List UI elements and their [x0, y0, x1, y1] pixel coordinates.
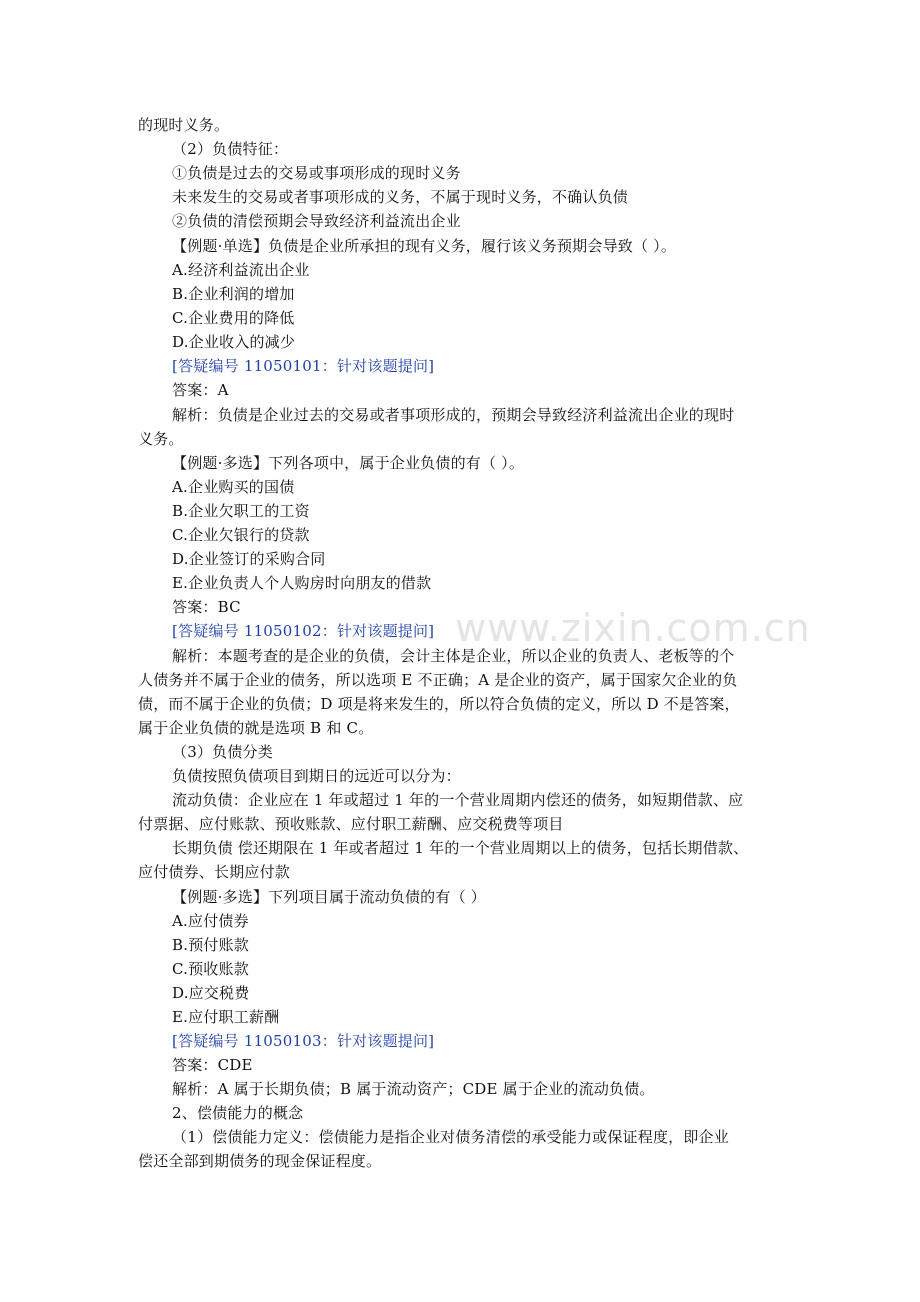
text-line: B.预付账款 — [172, 936, 249, 954]
text-line: 义务。 — [138, 430, 184, 448]
text-line: 解析：A 属于长期负债；B 属于流动资产；CDE 属于企业的流动负债。 — [172, 1080, 655, 1098]
text-line: 2、偿债能力的概念 — [172, 1104, 304, 1122]
text-line: 应付债券、长期应付款 — [138, 863, 291, 881]
text-line: A.应付债券 — [172, 912, 249, 930]
text-line: B.企业利润的增加 — [172, 285, 295, 303]
text-line: 流动负债：企业应在 1 年或超过 1 年的一个营业周期内偿还的债务，如短期借款、应 — [172, 791, 744, 809]
text-line: D.企业收入的减少 — [172, 333, 296, 351]
question-link[interactable]: [答疑编号 11050101：针对该题提问] — [172, 357, 435, 375]
text-line: 人债务并不属于企业的债务，所以选项 E 不正确；A 是企业的资产，属于国家欠企业的负 — [138, 671, 738, 689]
question-link[interactable]: [答疑编号 11050103：针对该题提问] — [172, 1032, 435, 1050]
text-line: 负债按照负债项目到期日的远近可以分为： — [172, 767, 461, 785]
text-line: 的现时义务。 — [138, 116, 230, 134]
text-line: D.企业签订的采购合同 — [172, 550, 326, 568]
text-line: C.企业费用的降低 — [172, 309, 295, 327]
text-line: 未来发生的交易或者事项形成的义务，不属于现时义务，不确认负债 — [172, 188, 629, 206]
watermark: www.zixin.com.cn — [455, 606, 811, 650]
text-line: 【例题·单选】负债是企业所承担的现有义务，履行该义务预期会导致（ ）。 — [172, 237, 677, 255]
text-line: 答案：CDE — [172, 1056, 253, 1074]
text-line: E.企业负责人个人购房时向朋友的借款 — [172, 574, 432, 592]
text-line: ②负债的清偿预期会导致经济利益流出企业 — [172, 212, 461, 230]
text-line: E.应付职工薪酬 — [172, 1008, 280, 1026]
text-line: 付票据、应付账款、预收账款、应付职工薪酬、应交税费等项目 — [138, 815, 564, 833]
text-line: 【例题·多选】下列项目属于流动负债的有（ ） — [172, 888, 486, 906]
text-line: 解析：本题考查的是企业的负债，会计主体是企业，所以企业的负责人、老板等的个 — [172, 647, 735, 665]
text-line: 答案：BC — [172, 598, 241, 616]
question-link[interactable]: [答疑编号 11050102：针对该题提问] — [172, 622, 435, 640]
text-line: （1）偿债能力定义：偿债能力是指企业对债务清偿的承受能力或保证程度，即企业 — [172, 1128, 729, 1146]
text-line: ①负债是过去的交易或事项形成的现时义务 — [172, 164, 461, 182]
text-line: （2）负债特征： — [172, 140, 289, 158]
text-line: 属于企业负债的就是选项 B 和 C。 — [138, 719, 374, 737]
text-line: 偿还全部到期债务的现金保证程度。 — [138, 1152, 382, 1170]
text-line: A.企业购买的国债 — [172, 478, 295, 496]
text-line: B.企业欠职工的工资 — [172, 502, 310, 520]
text-line: A.经济利益流出企业 — [172, 261, 310, 279]
text-line: C.预收账款 — [172, 960, 249, 978]
text-line: C.企业欠银行的贷款 — [172, 526, 310, 544]
text-line: 长期负债 偿还期限在 1 年或者超过 1 年的一个营业周期以上的债务，包括长期借款、 — [172, 839, 749, 857]
text-line: 答案：A — [172, 381, 229, 399]
text-line: 解析：负债是企业过去的交易或者事项形成的，预期会导致经济利益流出企业的现时 — [172, 406, 735, 424]
text-line: 【例题·多选】下列各项中，属于企业负债的有（ ）。 — [172, 454, 525, 472]
text-line: （3）负债分类 — [172, 743, 273, 761]
text-line: 债，而不属于企业的负债；D 项是将来发生的，所以符合负债的定义，所以 D 不是答案， — [138, 695, 740, 713]
text-line: D.应交税费 — [172, 984, 250, 1002]
